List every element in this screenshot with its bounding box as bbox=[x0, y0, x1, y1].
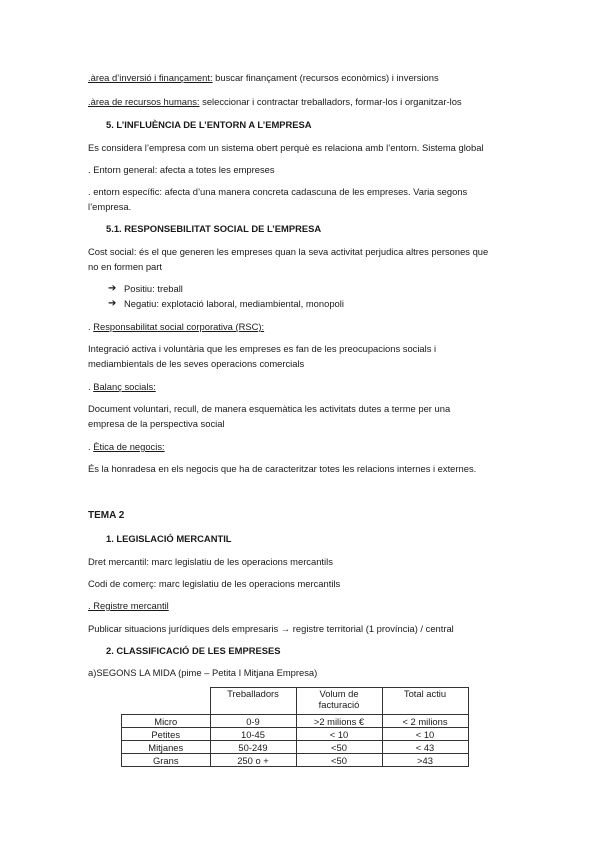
rsc-line2: mediambientals de les seves operacions comercials bbox=[88, 358, 305, 369]
etica-term: Ètica de negocis: bbox=[93, 441, 165, 452]
etica-line1: És la honradesa en els negocis que ha de caracteritzar totes les relacions internes i externes. bbox=[88, 463, 477, 474]
bullet-negatiu: Negatiu: explotació laboral, mediambiental, monopoli bbox=[124, 298, 344, 309]
cost-social-line2: no en formen part bbox=[88, 261, 163, 272]
table-cell: < 10 bbox=[382, 728, 468, 741]
text-area-inversio: buscar finançament (recursos econòmics) i inversions bbox=[212, 72, 439, 83]
term-area-rrhh: .àrea de recursos humans: bbox=[88, 96, 200, 107]
line-area-inversio bbox=[88, 72, 439, 84]
table-cell: <50 bbox=[296, 741, 382, 754]
table-row bbox=[122, 728, 469, 741]
text-area-rrhh: seleccionar i contractar treballadors, formar-los i organitzar-los bbox=[199, 96, 462, 107]
para-5c-line2: l’empresa. bbox=[88, 201, 132, 212]
table-header-actiu: Total actiu bbox=[382, 688, 468, 715]
table-header-row bbox=[122, 688, 469, 715]
para-5b: . Entorn general: afecta a totes les empreses bbox=[88, 164, 275, 175]
tema-title: TEMA 2 bbox=[88, 510, 125, 521]
heading-5-1: 5.1. RESPONSEBILITAT SOCIAL DE L’EMPRESA bbox=[106, 223, 322, 234]
table-cell: 0-9 bbox=[210, 715, 296, 728]
size-classification-table bbox=[121, 687, 469, 767]
table-header-treballadors: Treballadors bbox=[210, 688, 296, 715]
segons-mida: a)SEGONS LA MIDA (pime – Petita I Mitjana Empresa) bbox=[88, 667, 318, 678]
table-header-volum: Volum de facturació bbox=[296, 688, 382, 715]
publicar-situacions: Publicar situacions jurídiques dels empresaris → registre territorial (1 província) / central bbox=[88, 623, 454, 634]
table-row bbox=[122, 741, 469, 754]
rsc-line1: Integració activa i voluntària que les empreses es fan de les preocupacions socials i bbox=[88, 343, 437, 354]
arrow-icon: ➔ bbox=[108, 283, 117, 294]
balanc-line2: empresa de la perspectiva social bbox=[88, 418, 225, 429]
etica-prefix: . bbox=[88, 441, 94, 452]
balanc-term: Balanç socials: bbox=[93, 381, 156, 392]
para-5c-line1: . entorn específic: afecta d’una manera concreta cadascuna de les empreses. Varia segons bbox=[88, 186, 468, 197]
cost-social-line1: Cost social: és el que generen les empreses quan la seva activitat perjudica altres persones que bbox=[88, 246, 489, 257]
table-cell: >2 milions € bbox=[296, 715, 382, 728]
table-cell: Petites bbox=[122, 728, 211, 741]
etica-heading bbox=[88, 441, 165, 453]
rsc-term: Responsabilitat social corporativa (RSC): bbox=[93, 321, 265, 332]
table-cell: <50 bbox=[296, 754, 382, 767]
registre-mercantil: . Registre mercantil bbox=[88, 600, 169, 611]
table-header-empty bbox=[122, 688, 211, 715]
table-cell: Mitjanes bbox=[122, 741, 211, 754]
balanc-line1: Document voluntari, recull, de manera esquemàtica les activitats dutes a terme per una bbox=[88, 403, 451, 414]
dret-mercantil: Dret mercantil: marc legislatiu de les operacions mercantils bbox=[88, 556, 333, 567]
table-row bbox=[122, 715, 469, 728]
table-cell: Micro bbox=[122, 715, 211, 728]
heading-1-legislacio: 1. LEGISLACIÓ MERCANTIL bbox=[106, 533, 232, 544]
term-area-inversio: .àrea d’inversió i finançament: bbox=[88, 72, 213, 83]
table-cell: >43 bbox=[382, 754, 468, 767]
arrow-icon: ➔ bbox=[108, 298, 117, 309]
table-cell: < 2 milions bbox=[382, 715, 468, 728]
rsc-heading bbox=[88, 321, 264, 333]
codi-comerc: Codi de comerç: marc legislatiu de les operacions mercantils bbox=[88, 578, 341, 589]
table-cell: Grans bbox=[122, 754, 211, 767]
table-cell: < 10 bbox=[296, 728, 382, 741]
table-cell: < 43 bbox=[382, 741, 468, 754]
table-row bbox=[122, 754, 469, 767]
bullet-positiu: Positiu: treball bbox=[124, 283, 183, 294]
balanc-heading bbox=[88, 381, 156, 393]
para-5a: Es considera l’empresa com un sistema obert perquè es relaciona amb l’entorn. Sistema global bbox=[88, 142, 484, 153]
table-cell: 10-45 bbox=[210, 728, 296, 741]
rsc-prefix: . bbox=[88, 321, 94, 332]
heading-2-classificacio: 2. CLASSIFICACIÓ DE LES EMPRESES bbox=[106, 645, 281, 656]
table-cell: 50-249 bbox=[210, 741, 296, 754]
heading-5: 5. L’INFLUÈNCIA DE L’ENTORN A L’EMPRESA bbox=[106, 119, 312, 130]
table-cell: 250 o + bbox=[210, 754, 296, 767]
line-area-rrhh bbox=[88, 96, 462, 108]
balanc-prefix: . bbox=[88, 381, 94, 392]
